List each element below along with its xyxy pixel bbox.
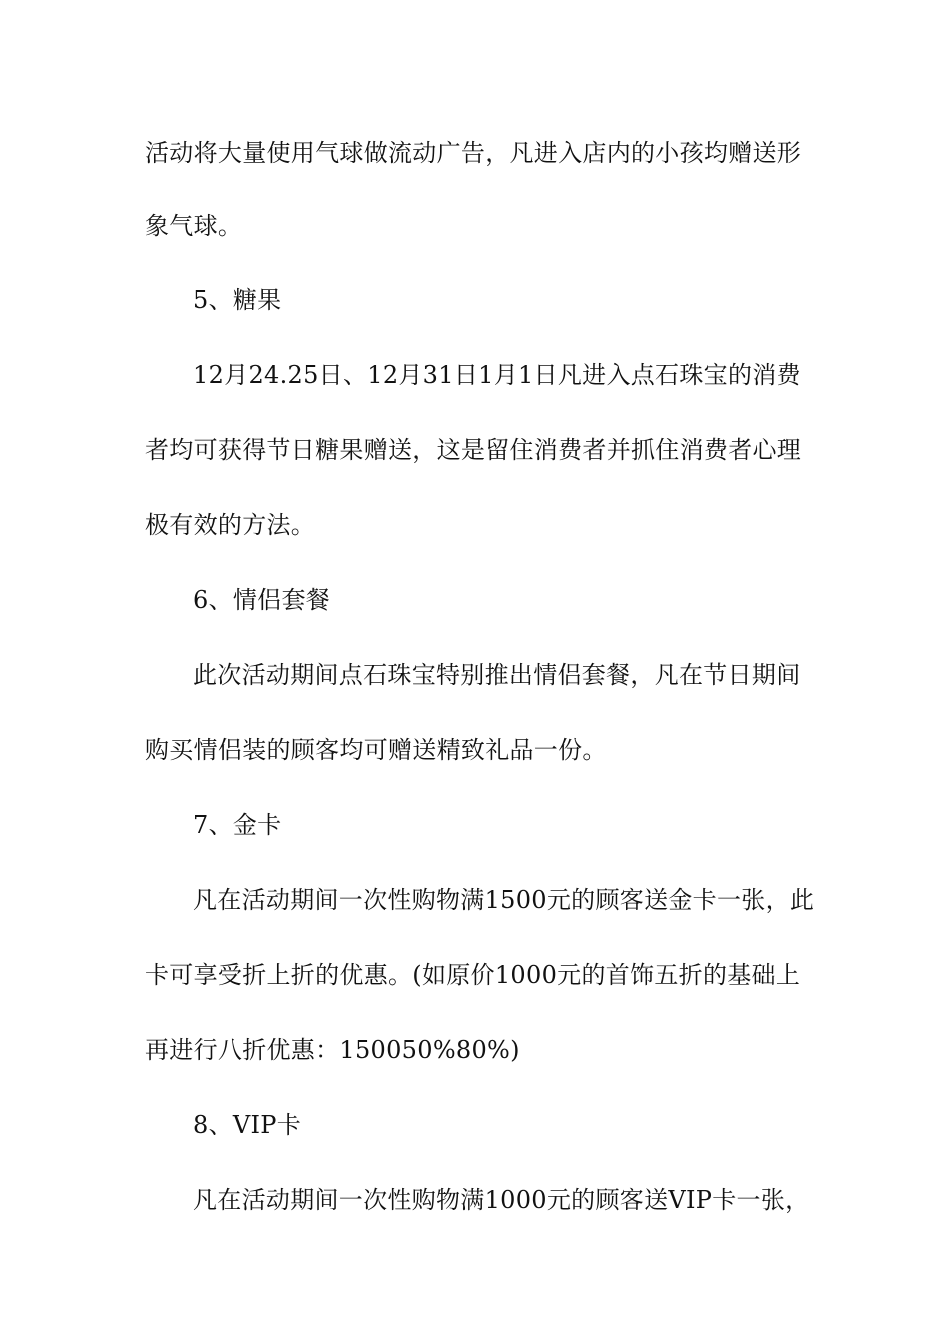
paragraph-line: 极有效的方法。: [145, 511, 316, 539]
paragraph-line: 者均可获得节日糖果赠送，这是留住消费者并抓住消费者心理: [145, 436, 802, 464]
paragraph-line: 活动将大量使用气球做流动广告，凡进入店内的小孩均赠送形: [145, 139, 802, 167]
section-heading: 6、情侣套餐: [193, 586, 331, 614]
paragraph-line: 12月24.25日、12月31日1月1日凡进入点石珠宝的消费: [193, 361, 801, 389]
section-heading: 8、VIP卡: [193, 1111, 302, 1139]
paragraph-line: 再进行八折优惠：150050%80%): [145, 1036, 520, 1064]
paragraph-line: 卡可享受折上折的优惠。(如原价1000元的首饰五折的基础上: [145, 961, 801, 989]
paragraph-line: 此次活动期间点石珠宝特别推出情侣套餐，凡在节日期间: [193, 661, 801, 689]
paragraph-line: 凡在活动期间一次性购物满1000元的顾客送VIP卡一张，: [193, 1186, 810, 1214]
paragraph-line: 凡在活动期间一次性购物满1500元的顾客送金卡一张，此: [193, 886, 815, 914]
paragraph-line: 象气球。: [145, 212, 243, 240]
paragraph-line: 购买情侣装的顾客均可赠送精致礼品一份。: [145, 736, 607, 764]
section-heading: 7、金卡: [193, 811, 282, 839]
section-heading: 5、糖果: [193, 286, 282, 314]
